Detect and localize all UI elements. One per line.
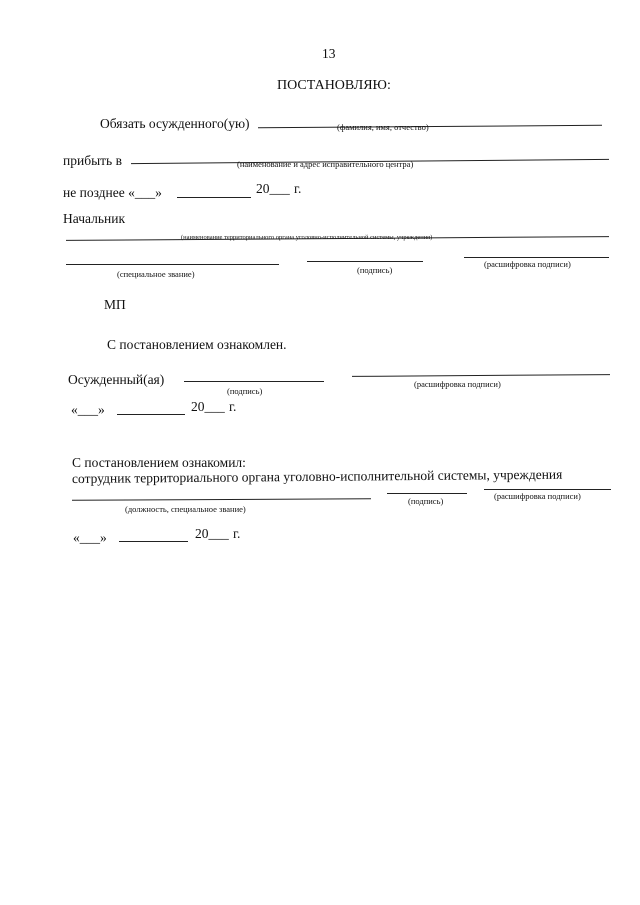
introduced-date-suffix: г. — [233, 526, 241, 541]
deadline-month-line — [177, 197, 251, 198]
deadline-prefix: не позднее «___» — [63, 185, 162, 200]
convict-label: Осужденный(ая) — [68, 372, 165, 387]
deadline-year: 20___ — [256, 181, 290, 196]
chief-label: Начальник — [63, 211, 126, 226]
chief-signature-line — [307, 261, 423, 262]
oblige-label: Обязать осужденного(ую) — [100, 116, 250, 131]
oblige-fill-line — [258, 125, 602, 128]
convict-signature-line — [184, 381, 324, 382]
chief-rank-line — [66, 264, 279, 265]
page-number: 13 — [322, 46, 336, 61]
introduced-position-line — [72, 498, 371, 501]
introduced-decoding-line — [484, 489, 611, 490]
introduced-position-caption: (должность, специальное звание) — [125, 504, 246, 514]
chief-decoding-caption: (расшифровка подписи) — [484, 259, 571, 269]
acquainted-date-suffix: г. — [229, 399, 237, 414]
introduced-date-prefix: «___» — [73, 530, 107, 545]
introduced-employee-label: сотрудник территориального органа уголовно-исполнительной системы, учреждения — [71, 466, 563, 486]
chief-decoding-line — [464, 257, 609, 258]
introduced-month-line — [119, 541, 188, 542]
acquainted-month-line — [117, 414, 185, 415]
chief-org-caption: (наименование территориального органа уголовно-исполнительной системы, учреждения) — [181, 234, 433, 241]
arrive-caption: (наименование и адрес исправительного центра) — [237, 159, 414, 169]
chief-signature-caption: (подпись) — [357, 265, 393, 275]
oblige-caption: (фамилия, имя, отчество) — [337, 122, 429, 132]
introduced-signature-line — [387, 493, 467, 494]
arrive-label: прибыть в — [63, 153, 122, 168]
page-heading: ПОСТАНОВЛЯЮ: — [277, 78, 391, 93]
convict-decoding-line — [352, 374, 610, 377]
seal-label: МП — [104, 297, 126, 312]
introduced-decoding-caption: (расшифровка подписи) — [494, 491, 581, 501]
deadline-suffix: г. — [294, 181, 302, 196]
acquainted-date-year: 20___ — [191, 399, 225, 414]
acquainted-label: С постановлением ознакомлен. — [107, 337, 287, 352]
introduced-signature-caption: (подпись) — [408, 496, 444, 506]
convict-decoding-caption: (расшифровка подписи) — [414, 379, 501, 389]
chief-rank-caption: (специальное звание) — [117, 269, 195, 279]
convict-signature-caption: (подпись) — [227, 386, 263, 396]
acquainted-date-prefix: «___» — [71, 402, 105, 417]
introduced-date-year: 20___ — [195, 526, 229, 541]
introduced-label: С постановлением ознакомил: — [72, 455, 246, 470]
